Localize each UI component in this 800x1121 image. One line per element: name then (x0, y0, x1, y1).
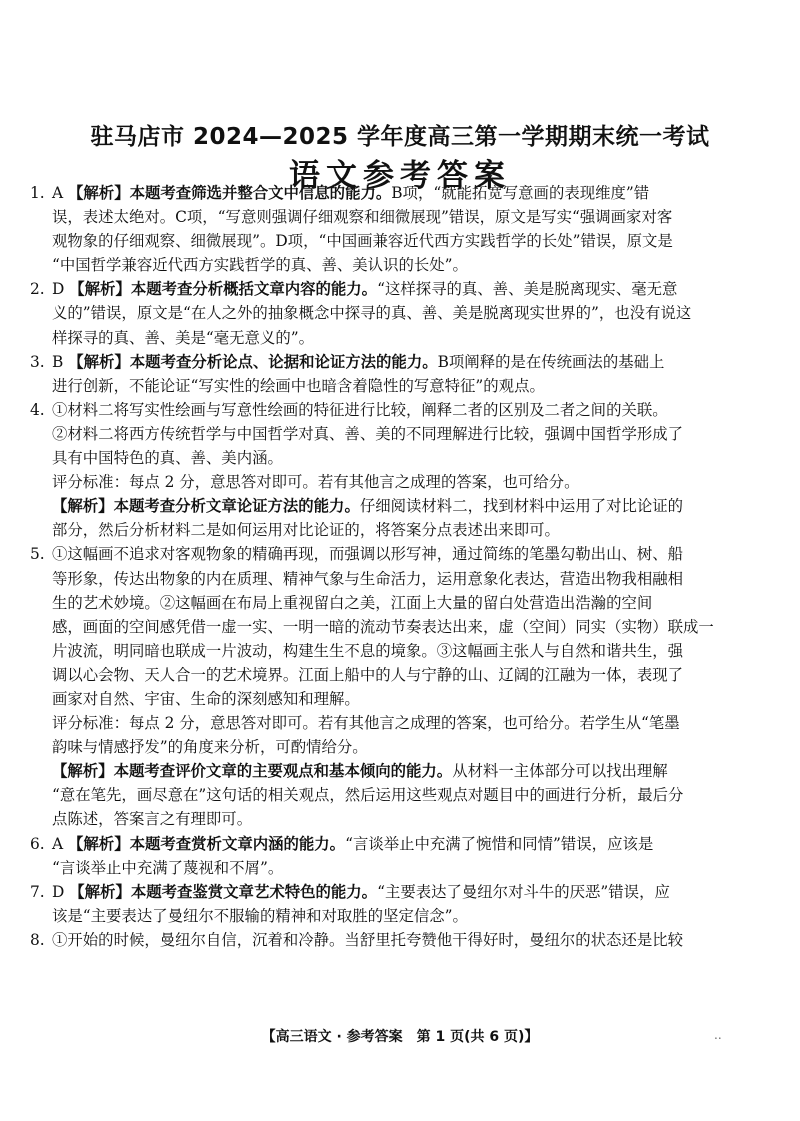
question-number: 2. (30, 280, 45, 299)
analysis-lead: 本题考查筛选并整合文中信息的能力。 (129, 184, 392, 202)
corner-mark: .. (714, 1028, 722, 1042)
question-number: 3. (30, 352, 45, 371)
line-text: 该是“主要表达了曼纽尔不服输的精神和对取胜的坚定信念”。 (52, 906, 468, 925)
answer-choice: B (52, 352, 69, 371)
line-text: “言谈举止中充满了蔑视和不屑”。 (52, 858, 284, 877)
analysis-tag: 【解析】 (68, 184, 130, 202)
line-text: 具有中国特色的真、善、美内涵。 (52, 449, 283, 468)
question-line (30, 542, 754, 566)
line-text: 部分，然后分析材料二是如何运用对比论证的，将答案分点表述出来即可。 (52, 521, 560, 540)
line-text: 仔细阅读材料二，找到材料中运用了对比论证的 (359, 497, 684, 516)
line-text: ①开始的时候，曼纽尔自信，沉着和冷静。当舒里托夸赞他干得好时，曼纽尔的状态还是比较 (52, 930, 684, 949)
line-text: 观物象的仔细观察、细微展现”。D项，“中国画兼容近代西方实践哲学的长处”错误，原文是 (52, 232, 673, 251)
line-text: 韵味与情感抒发”的角度来分析，可酌情给分。 (52, 738, 368, 757)
answer-choice: A (52, 834, 69, 853)
answer-line (52, 494, 754, 518)
analysis-lead: 本题考查评价文章的主要观点和基本倾向的能力。 (113, 762, 453, 781)
line-text: 画家对自然、宇宙、生命的深刻感知和理解。 (52, 689, 360, 708)
line-text: 点陈述，答案言之有理即可。 (52, 810, 253, 829)
question-line (30, 181, 754, 205)
answer-line (52, 735, 754, 759)
line-text: B项阐释的是在传统画法的基础上 (437, 352, 665, 371)
analysis-lead: 本题考查分析论点、论据和论证方法的能力。 (129, 352, 438, 371)
analysis-tag: 【解析】 (69, 280, 131, 299)
answer-line (52, 205, 754, 229)
analysis-tag: 【解析】 (52, 497, 114, 516)
answer-line (52, 422, 754, 446)
page-footer: 【高三语文 · 参考答案 第 1 页(共 6 页)】 (261, 1029, 539, 1045)
answer-choice: A (52, 184, 69, 202)
line-text: 评分标准：每点 2 分，意思答对即可。若有其他言之成理的答案，也可给分。若学生从“笔墨 (52, 714, 680, 733)
line-text: 从材料一主体部分可以找出理解 (452, 762, 668, 781)
line-text: “中国哲学兼容近代西方实践哲学的真、善、美认识的长处”。 (52, 256, 468, 275)
analysis-tag: 【解析】 (52, 762, 114, 781)
line-text: 生的艺术妙境。②这幅画在布局上重视留白之美，江面上大量的留白处营造出浩瀚的空间 (52, 593, 653, 612)
line-text: 等形象，传达出物象的内在质理、精神气象与生命活力，运用意象化表达，营造出物我相融相 (52, 569, 684, 588)
answer-line (52, 639, 754, 663)
answer-line (52, 229, 754, 253)
question-number: 8. (30, 930, 45, 949)
question-number: 4. (30, 400, 45, 419)
answer-choice: D (52, 882, 70, 901)
answer-line (52, 904, 754, 928)
answer-choice: D (52, 280, 70, 299)
answer-line (52, 374, 754, 398)
analysis-tag: 【解析】 (68, 834, 130, 853)
question-line (30, 880, 754, 904)
document-title: 语文参考答案 (289, 158, 511, 194)
question-line (30, 398, 754, 422)
answer-line (52, 301, 754, 325)
line-text: “意在笔先，画尽意在”这句话的相关观点，然后运用这些观点对题目中的画进行分析，最后分 (52, 786, 684, 805)
answer-line (52, 807, 754, 831)
line-text: ②材料二将西方传统哲学与中国哲学对真、善、美的不同理解进行比较，强调中国哲学形成了 (52, 424, 684, 443)
question-number: 6. (30, 834, 45, 853)
line-text: 调以心会物、天人合一的艺术境界。江面上船中的人与宁静的山、辽阔的江融为一体，表现了 (52, 665, 684, 684)
line-text: 样探寻的真、善、美是“毫无意义的”。 (52, 328, 314, 347)
answer-line (52, 759, 754, 783)
question-line (30, 350, 754, 374)
line-text: ①这幅画不追求对客观物象的精确再现，而强调以形写神，通过简练的笔墨勾勒出山、树、船 (52, 545, 684, 564)
line-text: “主要表达了曼纽尔对斗牛的厌恶”错误，应 (377, 882, 670, 901)
line-text: 片波流，明同暗也联成一片波动，构建生生不息的境象。③这幅画主张人与自然和谐共生，强 (52, 641, 684, 660)
line-text: B项，“就能拓宽写意画的表现维度”错 (391, 184, 650, 202)
analysis-lead: 本题考查分析概括文章内容的能力。 (130, 280, 378, 299)
line-text: 义的”错误，原文是“在人之外的抽象概念中探寻的真、善、美是脱离现实世界的”，也没有说这 (52, 304, 692, 323)
line-text: ①材料二将写实性绘画与写意性绘画的特征进行比较，阐释二者的区别及二者之间的关联。 (52, 400, 668, 419)
answer-content (30, 181, 754, 952)
line-text: “这样探寻的真、善、美是脱离现实、毫无意 (377, 280, 678, 299)
answer-line (52, 518, 754, 542)
answer-line (52, 856, 754, 880)
answer-line (52, 687, 754, 711)
line-text: 进行创新，不能论证“写实性的绘画中也暗含着隐性的写意特征”的观点。 (52, 376, 545, 395)
analysis-lead: 本题考查赏析文章内涵的能力。 (129, 834, 346, 853)
line-text: 感，画面的空间感凭借一虚一实、一明一暗的流动节奏表达出来，虚（空间）同实（实物）联成一 (52, 617, 714, 636)
analysis-lead: 本题考查鉴赏文章艺术特色的能力。 (130, 882, 378, 901)
answer-line (52, 253, 754, 277)
question-line (30, 832, 754, 856)
line-text: 评分标准：每点 2 分，意思答对即可。若有其他言之成理的答案，也可给分。 (52, 473, 580, 492)
question-line (30, 277, 754, 301)
analysis-tag: 【解析】 (68, 352, 130, 371)
question-line (30, 928, 754, 952)
answer-line (52, 446, 754, 470)
analysis-tag: 【解析】 (69, 882, 131, 901)
answer-line (52, 783, 754, 807)
answer-line (52, 663, 754, 687)
exam-title: 驻马店市 2024—2025 学年度高三第一学期期末统一考试 (90, 124, 710, 150)
analysis-lead: 本题考查分析文章论证方法的能力。 (113, 497, 360, 516)
line-text: 误，表述太绝对。C项，“写意则强调仔细观察和细微展现”错误，原文是写实“强调画家对客 (52, 208, 673, 227)
answer-line (52, 470, 754, 494)
line-text: “言谈举止中充满了惋惜和同情”错误，应该是 (345, 834, 654, 853)
question-number: 7. (30, 882, 45, 901)
question-number: 5. (30, 545, 45, 564)
answer-line (52, 711, 754, 735)
answer-line (52, 591, 754, 615)
answer-line (52, 567, 754, 591)
answer-line (52, 615, 754, 639)
answer-line (52, 326, 754, 350)
question-number: 1. (30, 184, 45, 202)
